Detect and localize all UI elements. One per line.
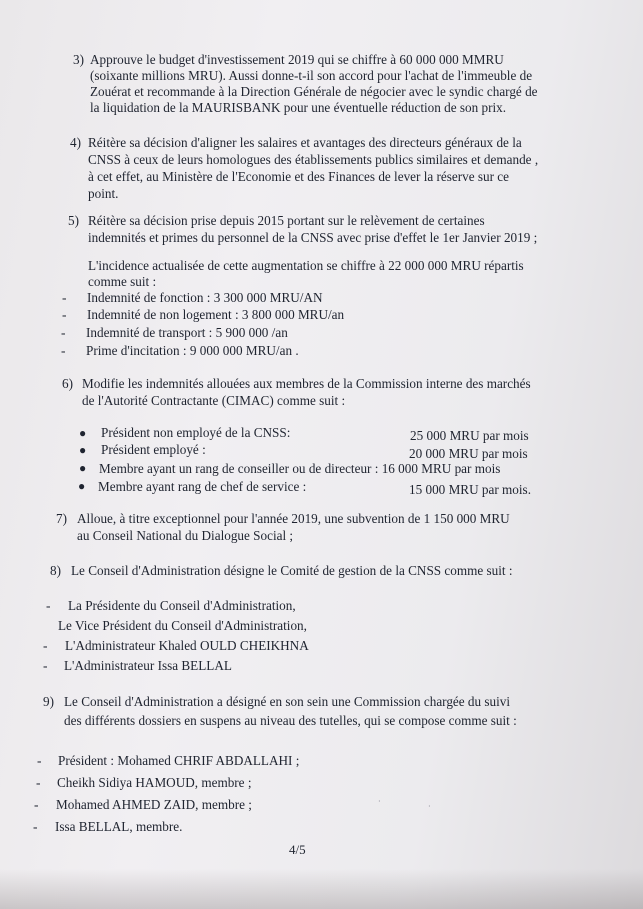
list-item: Indemnité de fonction : 3 300 000 MRU/AN: [87, 290, 323, 305]
paragraph-line: Zouérat et recommande à la Direction Générale de négocier avec le syndic chargé de: [90, 84, 538, 99]
cimac-row-label: Membre ayant un rang de conseiller ou de directeur : 16 000 MRU par mois: [99, 461, 501, 476]
list-dash: -: [62, 307, 67, 322]
list-dash: -: [33, 819, 38, 834]
list-item: Indemnité de transport : 5 900 000 /an: [86, 325, 288, 340]
list-dash: -: [36, 775, 41, 790]
list-dash: -: [37, 753, 42, 768]
page-number: 4/5: [289, 842, 306, 857]
paragraph-line: Réitère sa décision prise depuis 2015 portant sur le relèvement de certaines: [88, 213, 485, 228]
list-dash: -: [43, 638, 48, 653]
item-number: 7): [56, 511, 67, 526]
item-number: 3): [73, 52, 84, 67]
cimac-row-amount: 20 000 MRU par mois: [409, 446, 528, 461]
list-dash: -: [62, 290, 67, 305]
paragraph-line: Approuve le budget d'investissement 2019 qui se chiffre à 60 000 000 MMRU: [90, 52, 504, 67]
item-number: 8): [50, 563, 61, 578]
page-shadow: [0, 869, 643, 909]
bullet-dot: ●: [78, 479, 86, 493]
list-item: Président : Mohamed CHRIF ABDALLAHI ;: [58, 753, 300, 768]
list-dash: -: [61, 343, 66, 358]
ink-smudge: ·: [378, 797, 381, 806]
paragraph-line: à cet effet, au Ministère de l'Economie et des Finances de lever la réserve sur ce: [88, 169, 510, 184]
list-item: Indemnité de non logement : 3 800 000 MRU/an: [87, 307, 345, 322]
item-number: 6): [62, 376, 73, 391]
list-item: La Présidente du Conseil d'Administration,: [68, 598, 296, 613]
paragraph-line: CNSS à ceux de leurs homologues des établissements publics similaires et demande ,: [88, 152, 539, 167]
list-item: Issa BELLAL, membre.: [55, 819, 183, 834]
list-item: Prime d'incitation : 9 000 000 MRU/an .: [86, 343, 299, 358]
item-number: 5): [68, 213, 79, 228]
paragraph-line: Réitère sa décision d'aligner les salaires et avantages des directeurs généraux de la: [88, 135, 522, 150]
list-item: L'Administrateur Khaled OULD CHEIKHNA: [65, 638, 309, 653]
paragraph-line: indemnités et primes du personnel de la CNSS avec prise d'effet le 1er Janvier 2019 ;: [88, 230, 538, 245]
paragraph-line: Le Conseil d'Administration a désigné en son sein une Commission chargée du suivi: [64, 694, 511, 709]
list-dash: -: [46, 598, 51, 613]
bullet-dot: ●: [79, 426, 87, 440]
cimac-row-label: Membre ayant rang de chef de service :: [98, 479, 307, 494]
item-number: 4): [70, 135, 81, 150]
cimac-row-amount: 25 000 MRU par mois: [410, 428, 529, 443]
list-dash: -: [43, 658, 48, 673]
paragraph-line: la liquidation de la MAURISBANK pour une éventuelle réduction de son prix.: [90, 100, 507, 115]
paragraph-line: Le Conseil d'Administration désigne le Comité de gestion de la CNSS comme suit :: [71, 563, 513, 578]
paragraph-line: des différents dossiers en suspens au niveau des tutelles, qui se compose comme suit :: [64, 713, 517, 728]
paragraph-line: au Conseil National du Dialogue Social ;: [77, 528, 294, 543]
paragraph-line: point.: [88, 186, 119, 201]
cimac-row-label: Président employé :: [101, 442, 206, 457]
bullet-dot: ●: [79, 443, 87, 457]
list-item: Cheikh Sidiya HAMOUD, membre ;: [57, 775, 252, 790]
cimac-row-amount: 15 000 MRU par mois.: [409, 482, 531, 497]
bullet-dot: ●: [79, 461, 87, 475]
item-number: 9): [43, 694, 54, 709]
list-dash: -: [34, 797, 39, 812]
paragraph-line: L'incidence actualisée de cette augmentation se chiffre à 22 000 000 MRU répartis: [88, 258, 524, 273]
paragraph-line: (soixante millions MRU). Aussi donne-t-il son accord pour l'achat de l'immeuble de: [90, 68, 533, 83]
cimac-row-label: Président non employé de la CNSS:: [101, 425, 291, 440]
list-item: Le Vice Président du Conseil d'Administration,: [58, 618, 307, 633]
list-dash: -: [61, 325, 66, 340]
paragraph-line: Alloue, à titre exceptionnel pour l'année 2019, une subvention de 1 150 000 MRU: [77, 511, 510, 526]
list-item: Mohamed AHMED ZAID, membre ;: [56, 797, 252, 812]
paragraph-line: Modifie les indemnités allouées aux membres de la Commission interne des marchés: [82, 376, 531, 391]
list-item: L'Administrateur Issa BELLAL: [64, 658, 232, 673]
paragraph-line: de l'Autorité Contractante (CIMAC) comme suit :: [82, 393, 346, 408]
paragraph-line: comme suit :: [88, 274, 157, 289]
ink-smudge: ·: [428, 802, 431, 811]
